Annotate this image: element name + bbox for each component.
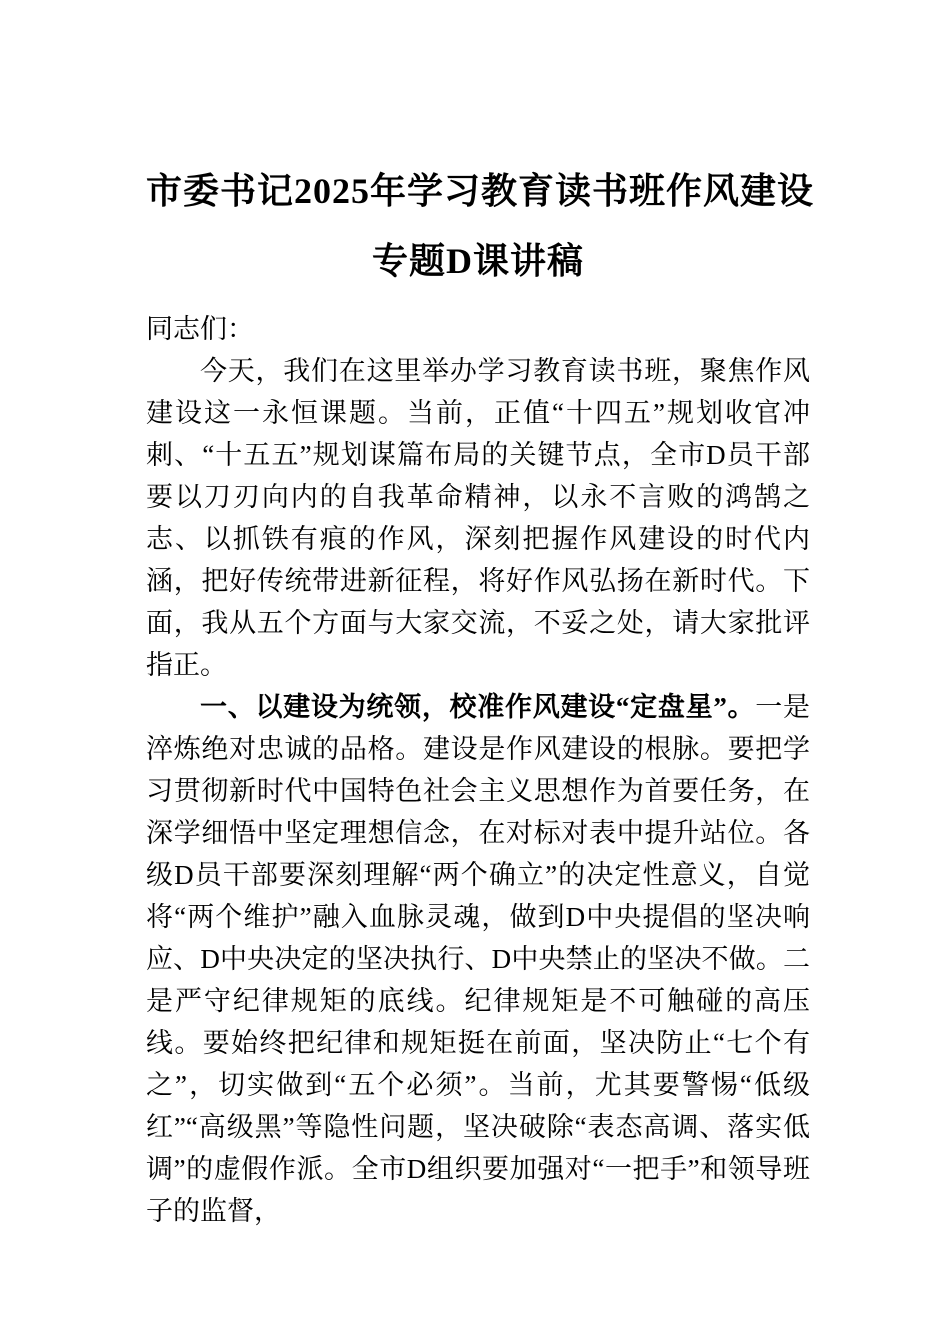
salutation: 同志们：	[146, 314, 254, 344]
document-title	[146, 156, 815, 296]
intro-paragraph: 今天，我们在这里举办学习教育读书班，聚焦作风建设这一永恒课题。当前，正值“十四五”规划收官冲刺、“十五五”规划谋篇布局的关键节点，全市D员干部要以刀刃向内的自我革命精神，以永不言败的鸿鹄之志、以抓铁有痕的作风，深刻把握作风建设的时代内涵，把好传统带进新征程，将好作风弘扬在新时代。下面，我从五个方面与大家交流，不妥之处，请大家批评指正。	[146, 356, 810, 680]
section-1-heading: 一、以建设为统领，校准作风建设“定盘星”。	[200, 692, 756, 722]
section-1-paragraph	[146, 686, 810, 1232]
title-line-1: 市委书记2025年学习教育读书班作风建设	[146, 171, 815, 211]
section-1-body: 一是淬炼绝对忠诚的品格。建设是作风建设的根脉。要把学习贯彻新时代中国特色社会主义思想作为首要任务，在深学细悟中坚定理想信念，在对标对表中提升站位。各级D员干部要深刻理解“两个确立”的决定性意义，自觉将“两个维护”融入血脉灵魂，做到D中央提倡的坚决响应、D中央决定的坚决执行、D中央禁止的坚决不做。二是严守纪律规矩的底线。纪律规矩是不可触碰的高压线。要始终把纪律和规矩挺在前面，坚决防止“七个有之”，切实做到“五个必须”。当前，尤其要警惕“低级红”“高级黑”等隐性问题，坚决破除“表态高调、落实低调”的虚假作派。全市D组织要加强对“一把手”和领导班子的监督，	[146, 692, 811, 1226]
title-line-2: 专题D课讲稿	[372, 241, 584, 281]
